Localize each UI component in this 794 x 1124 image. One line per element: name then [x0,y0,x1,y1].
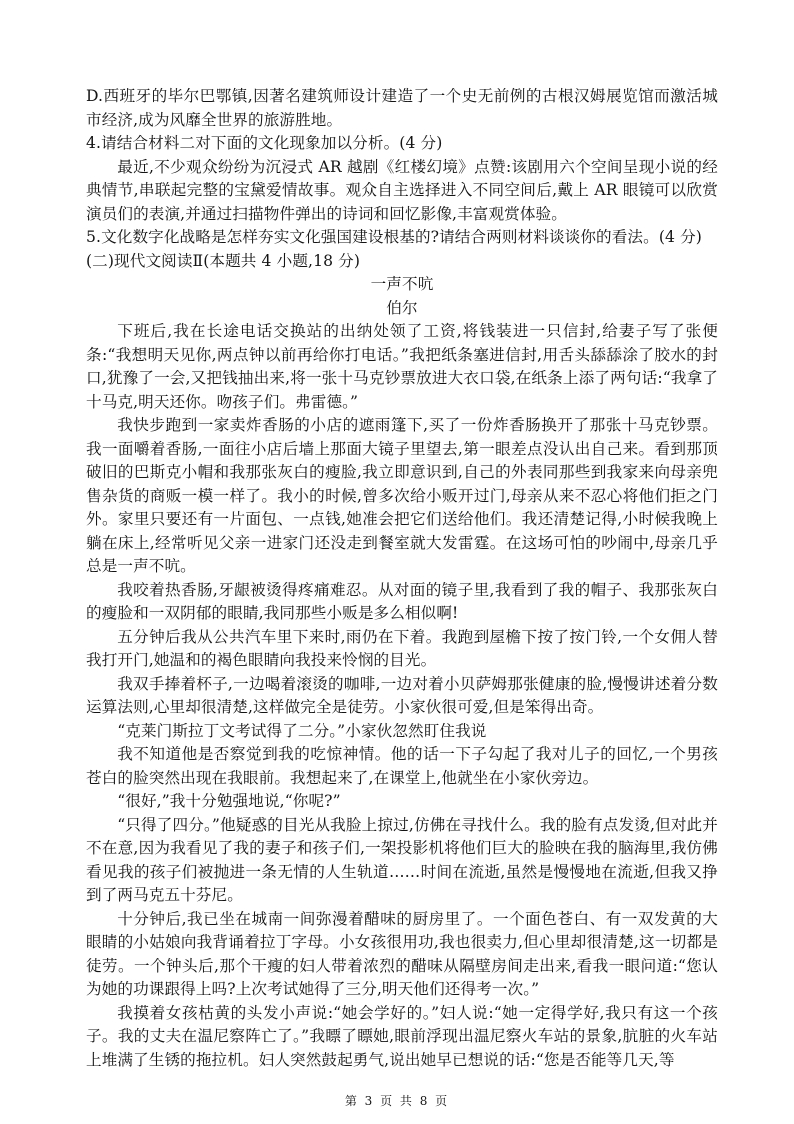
story-paragraph-1: 下班后,我在长途电话交换站的出纳处领了工资,将钱装进一只信封,给妻子写了张便条:“我想明天见你,两点钟以前再给你打电话。”我把纸条塞进信封,用舌头舔舔涂了胶水的封口,犹豫了一会,又把钱抽出来,将一张十马克钞票放进大衣口袋,在纸条上添了两句话:“我拿了十马克,明天还你。吻孩子们。弗雷德。” [86,322,718,411]
story-paragraph-4: 五分钟后我从公共汽车里下来时,雨仍在下着。我跑到屋檐下按了按门铃,一个女佣人替我打开门,她温和的褐色眼睛向我投来怜悯的目光。 [86,627,718,669]
question-5: 5.文化数字化战略是怎样夯实文化强国建设根基的?请结合两则材料谈谈你的看法。(4 分) [86,228,702,246]
story-paragraph-3: 我咬着热香肠,牙龈被烫得疼痛难忍。从对面的镜子里,我看到了我的帽子、我那张灰白的瘦脸和一双阴郁的眼睛,我同那些小贩是多么相似啊! [86,580,718,622]
story-title: 一声不吭 [370,275,434,293]
story-paragraph-8: “很好,”我十分勉强地说,“你呢?” [117,792,341,810]
story-paragraph-6: “克莱门斯拉丁文考试得了二分。”小家伙忽然盯住我说 [117,721,487,740]
story-paragraph-9: “只得了四分。”他疑惑的目光从我脸上掠过,仿佛在寻找什么。我的脸有点发烫,但对此并不在意,因为我看见了我的妻子和孩子们,一架投影机将他们巨大的脸映在我的脑海里,我仿佛看见我的孩子们被抛进一条无情的人生轨道……时间在流逝,虽然是慢慢地在流逝,但我又挣到了两马克五十芬尼。 [86,815,718,904]
story-paragraph-10: 十分钟后,我已坐在城南一间弥漫着醋味的厨房里了。一个面色苍白、有一双发黄的大眼睛的小姑娘向我背诵着拉丁字母。小女孩很用功,我也很卖力,但心里却很清楚,这一切都是徒劳。一个钟头后,那个干瘦的妇人带着浓烈的醋味从隔壁房间走出来,看我一眼问道:“您认为她的功课跟得上吗?上次考试她得了三分,明天他们还得考一次。” [86,909,718,998]
question-4-material: 最近,不少观众纷纷为沉浸式 AR 越剧《红楼幻境》点赞:该剧用六个空间呈现小说的经典情节,串联起完整的宝黛爱情故事。观众自主选择进入不同空间后,戴上 AR 眼镜可以欣赏演员们的表演,并通过扫描物件弹出的诗词和回忆影像,丰富观赏体验。 [86,157,718,223]
page-footer: 第 3 页 共 8 页 [344,1094,450,1108]
story-author: 伯尔 [386,298,418,317]
option-d: D.西班牙的毕尔巴鄂镇,因著名建筑师设计建造了一个史无前例的古根汉姆展览馆而激活城市经济,成为风靡全世界的旅游胜地。 [86,87,718,129]
page-content [86,85,718,1072]
section-heading: (二)现代文阅读Ⅱ(本题共 4 小题,18 分) [86,251,361,270]
story-paragraph-5: 我双手捧着杯子,一边喝着滚烫的咖啡,一边对着小贝萨姆那张健康的脸,慢慢讲述着分数运算法则,心里却很清楚,这样做完全是徒劳。小家伙很可爱,但是笨得出奇。 [86,674,718,716]
story-paragraph-2: 我快步跑到一家卖炸香肠的小店的遮雨篷下,买了一份炸香肠换开了那张十马克钞票。我一面嚼着香肠,一面往小店后墙上那面大镜子里望去,第一眼差点没认出自己来。看到那顶破旧的巴斯克小帽和我那张灰白的瘦脸,我立即意识到,自己的外表同那些到我家来向母亲兜售杂货的商贩一模一样了。我小的时候,曾多次给小贩开过门,母亲从来不忍心将他们拒之门外。家里只要还有一片面包、一点钱,她准会把它们送给他们。我还清楚记得,小时候我晚上躺在床上,经常听见父亲一进家门还没走到餐室就大发雷霆。在这场可怕的吵闹中,母亲几乎总是一声不吭。 [86,416,718,575]
story-paragraph-11: 我摸着女孩枯黄的头发小声说:“她会学好的。”妇人说:“她一定得学好,我只有这一个孩子。我的丈夫在温尼察阵亡了。”我瞟了瞟她,眼前浮现出温尼察火车站的景象,肮脏的火车站上堆满了生锈的拖拉机。妇人突然鼓起勇气,说出她早已想说的话:“您是否能等几天,等 [86,1003,718,1069]
story-paragraph-7: 我不知道他是否察觉到我的吃惊神情。他的话一下子勾起了我对儿子的回忆,一个男孩苍白的脸突然出现在我眼前。我想起来了,在课堂上,他就坐在小家伙旁边。 [86,745,718,787]
question-4: 4.请结合材料二对下面的文化现象加以分析。(4 分) [86,134,443,152]
